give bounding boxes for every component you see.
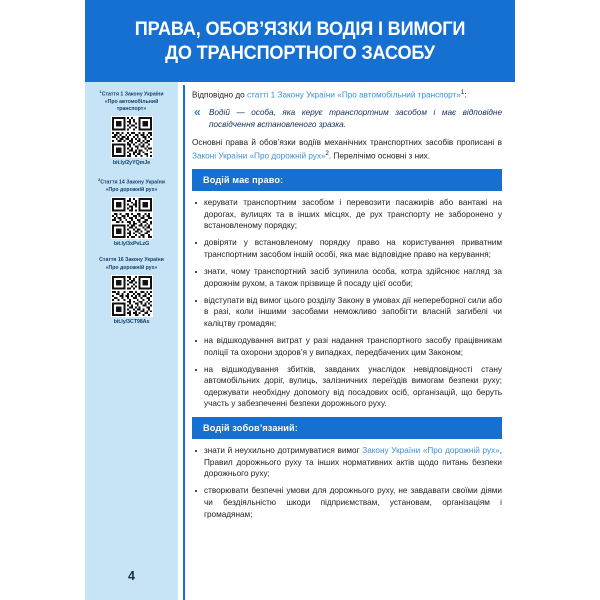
qr-code[interactable]: [111, 197, 153, 239]
qr-code[interactable]: [111, 116, 153, 158]
rights-list: [192, 197, 502, 410]
reference-title-line-2: «Про автомобільний: [104, 98, 159, 105]
intro-lead: Відповідно до: [192, 90, 247, 100]
qr-code-image: [112, 198, 152, 238]
reference-marker: 1: [99, 89, 102, 94]
reference-title: [89, 176, 174, 194]
page-title-line-2: ДО ТРАНСПОРТНОГО ЗАСОБУ: [165, 42, 435, 64]
page-title: [85, 17, 515, 65]
intro-paragraph: [192, 88, 502, 101]
sidebar-reference-rail: [85, 82, 178, 600]
reference-item: [89, 257, 174, 325]
reference-short-url[interactable]: bit.ly/2yYQmJe: [112, 160, 151, 167]
lead-paragraph: [192, 137, 502, 162]
lead-footnote-marker: 2: [325, 150, 329, 157]
main-content: [178, 82, 515, 600]
list-item: відступати від вимог цього розділу Закону в умовах дії непереборної сили або в разі, коли іншими засобами неможливо запобігти власній загибелі чи каліцтву громадян;: [192, 295, 502, 330]
section-heading-rights: Водій має право:: [192, 169, 502, 191]
page-title-banner: [85, 0, 515, 82]
intro-law-link[interactable]: статті 1 Закону України «Про автомобільний транспорт»: [246, 90, 461, 100]
reference-title-line-1: Стаття 1 Закону України: [101, 91, 164, 98]
list-item: на відшкодування витрат у разі надання транспортного засобу працівникам поліції та охорони здоров’я у випадках, передбачених цим Законом;: [192, 335, 502, 358]
reference-marker: 2: [98, 177, 101, 183]
list-item: довіряти у встановленому порядку право на користування приватним транспортним засобом іншій особі, яка має відповідне право на керування;: [192, 237, 502, 260]
reference-title: [89, 88, 174, 113]
reference-title-line-3: транспорт»: [116, 106, 147, 113]
reference-item: [89, 176, 174, 248]
quote-chevron-icon: «: [194, 105, 200, 120]
page-title-line-1: ПРАВА, ОБОВ’ЯЗКИ ВОДІЯ І ВИМОГИ: [134, 18, 466, 40]
sidebar-reference-list: [89, 88, 174, 335]
quote-text: Водій — особа, яка керує транспортним засобом і має відповідне посвідчення встановленого зразка.: [209, 108, 502, 129]
qr-code-image: [112, 276, 152, 316]
intro-tail: :: [464, 90, 467, 100]
textbook-page: [85, 0, 515, 600]
content-left-rule: [183, 85, 185, 600]
list-item: на відшкодування збитків, завданих унаслідок невідповідності стану автомобільних доріг, вулиць, залізничних переїздів вимогам безпеки руху; одержувати необхідну допомогу від посадових осіб, організацій, що беруть участь у забезпеченні безпеки дорожнього руху.: [192, 364, 502, 410]
reference-title-line-1: Стаття 14 Закону України: [100, 180, 165, 187]
list-item: знати, чому транспортний засіб зупинила особа, котра здійснює нагляд за дорожнім рухом, а також прізвище й посаду цієї особи;: [192, 266, 502, 289]
duty-law-link[interactable]: Закону України «Про дорожній рух»: [362, 446, 500, 456]
list-item: створювати безпечні умови для дорожнього руху, не завдавати своїми діями чи бездіяльністю шкоди підприємствам, установам, організаціям і громадянам;: [192, 485, 502, 520]
reference-title-line-1: Стаття 16 Закону України: [99, 257, 164, 264]
duty-prefix: знати й неухильно дотримуватися вимог: [204, 446, 363, 456]
content-column: [192, 88, 502, 526]
page-number: 4: [128, 569, 135, 583]
reference-title-line-2: «Про дорожній рух»: [105, 187, 158, 194]
lead-law-link[interactable]: Законі України «Про дорожній рух»: [192, 151, 326, 161]
reference-short-url[interactable]: bit.ly/3CT98As: [113, 318, 150, 325]
section-heading-duties: Водій зобов’язаний:: [192, 417, 502, 439]
reference-title-line-2: «Про дорожній рух»: [105, 264, 158, 271]
duty-suffix: , Правил дорожнього руху та інших нормативних актів щодо питань безпеки дорожнього руху;: [204, 446, 502, 479]
lead-part-1: Основні права й обов’язки водіїв механічних транспортних засобів прописані в: [192, 138, 502, 148]
reference-short-url[interactable]: bit.ly/3xPvLzG: [113, 241, 150, 248]
list-item: керувати транспортним засобом і перевозити пасажирів або вантажі на дорогах, вулицях та в інших місцях, де рух транспорту не заборонено у встановленому порядку;: [192, 197, 502, 232]
lead-part-2: . Перелічімо основні з них.: [328, 151, 431, 161]
reference-item: [89, 88, 174, 167]
duties-list: [192, 445, 502, 520]
list-item: [192, 445, 502, 480]
definition-quote-block: [192, 107, 502, 130]
qr-code[interactable]: [111, 275, 153, 317]
intro-footnote-marker: 1: [460, 90, 465, 96]
reference-title: [89, 257, 174, 271]
qr-code-image: [112, 117, 152, 157]
